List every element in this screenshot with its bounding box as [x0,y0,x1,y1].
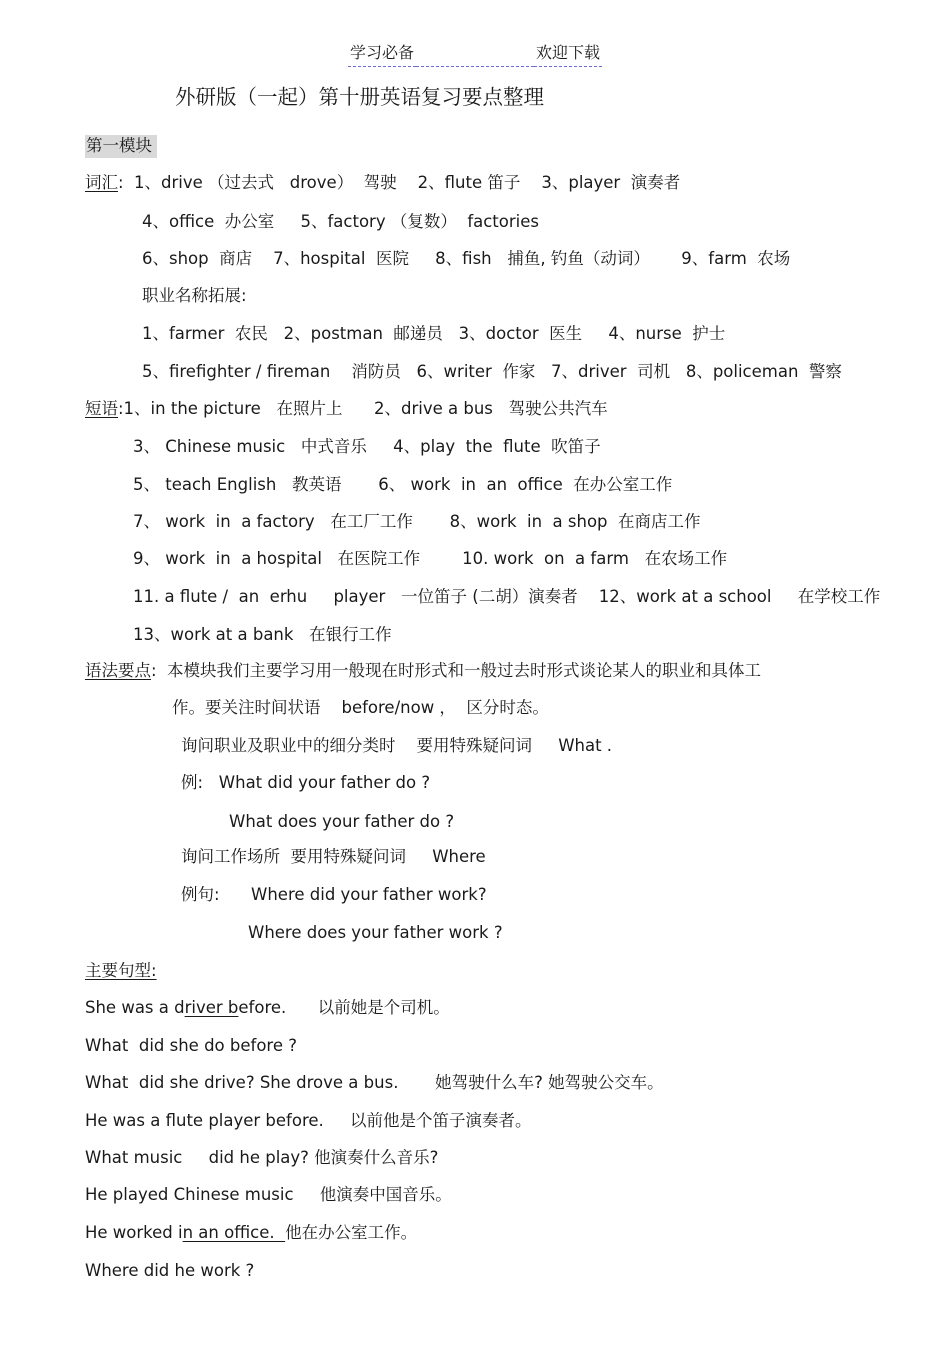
grammar-line-1 [85,660,761,682]
phrase-line-3: 5、 teach English 教英语 6、 work in an office 在办公室工作 [133,475,673,494]
section-module-1: 第一模块 [85,135,157,158]
phrase-line-4: 7、 work in a factory 在工厂工作 8、work in a shop 在商店工作 [133,512,701,531]
page-header [0,42,950,67]
grammar-example-3: 例句: Where did your father work? [181,885,487,904]
header-divider [416,46,534,67]
grammar-line-2: 作。要关注时间状语 before/now ， 区分时态。 [172,698,549,717]
document-title: 外研版（一起）第十册英语复习要点整理 [175,85,544,109]
sentence-1-underlined: river b [184,998,239,1017]
vocab-label: 词汇 [85,173,118,192]
vocab-text-1: : 1、drive （过去式 drove） 驾驶 2、flute 笛子 3、player 演奏者 [118,173,681,192]
grammar-example-1: 例: What did your father do ? [181,773,431,792]
phrases-label: 短语 [85,399,118,418]
sentences-label: 主要句型: [85,961,157,980]
phrase-line-6: 11. a flute / an erhu player 一位笛子 (二胡）演奏者 12、work at a school 在学校工作 [133,587,881,606]
phrase-line-2: 3、 Chinese music 中式音乐 4、play the flute 吹笛子 [133,437,601,456]
header-right: 欢迎下载 [534,42,602,67]
vocab-line-4: 职业名称拓展: [142,286,247,305]
sentence-8: Where did he work ? [85,1261,255,1280]
grammar-example-4: Where does your father work ? [248,923,503,942]
sentence-7 [85,1222,417,1244]
phrase-line-7: 13、work at a bank 在银行工作 [133,625,392,644]
sentence-5: What music did he play? 他演奏什么音乐? [85,1148,439,1167]
sentence-1-pre: She was a d [85,998,185,1017]
grammar-line-3: 询问职业及职业中的细分类时 要用特殊疑问词 What . [181,736,613,755]
grammar-line-6: 询问工作场所 要用特殊疑问词 Where [181,847,486,866]
sentence-2: What did she do before ? [85,1036,297,1055]
sentence-7-underlined: n an office. [182,1223,286,1242]
sentence-1-post: efore. 以前她是个司机。 [238,998,450,1017]
sentence-4: He was a flute player before. 以前他是个笛子演奏者。 [85,1111,532,1130]
grammar-example-2: What does your father do ? [229,812,455,831]
vocab-line-1 [85,172,680,194]
phrase-line-1 [85,398,608,420]
grammar-label: 语法要点 [85,661,151,680]
vocab-line-6: 5、firefighter / fireman 消防员 6、writer 作家 7、driver 司机 8、policeman 警察 [142,362,842,381]
phrase-text-1: :1、in the picture 在照片上 2、drive a bus 驾驶公共汽车 [118,399,608,418]
sentence-3: What did she drive? She drove a bus. 她驾驶什么车? 她驾驶公交车。 [85,1073,664,1092]
grammar-intro: : 本模块我们主要学习用一般现在时形式和一般过去时形式谈论某人的职业和具体工 [151,661,762,680]
sentence-7-pre: He worked i [85,1223,183,1242]
sentence-7-post: 他在办公室工作。 [285,1223,418,1242]
vocab-line-3: 6、shop 商店 7、hospital 医院 8、fish 捕鱼, 钓鱼（动词） 9、farm 农场 [142,249,791,268]
vocab-line-5: 1、farmer 农民 2、postman 邮递员 3、doctor 医生 4、nurse 护士 [142,324,726,343]
phrase-line-5: 9、 work in a hospital 在医院工作 10. work on a farm 在农场工作 [133,549,728,568]
vocab-line-2: 4、office 办公室 5、factory （复数） factories [142,212,539,231]
header-left: 学习必备 [348,42,416,67]
sentence-6: He played Chinese music 他演奏中国音乐。 [85,1185,452,1204]
sentence-1 [85,997,450,1019]
